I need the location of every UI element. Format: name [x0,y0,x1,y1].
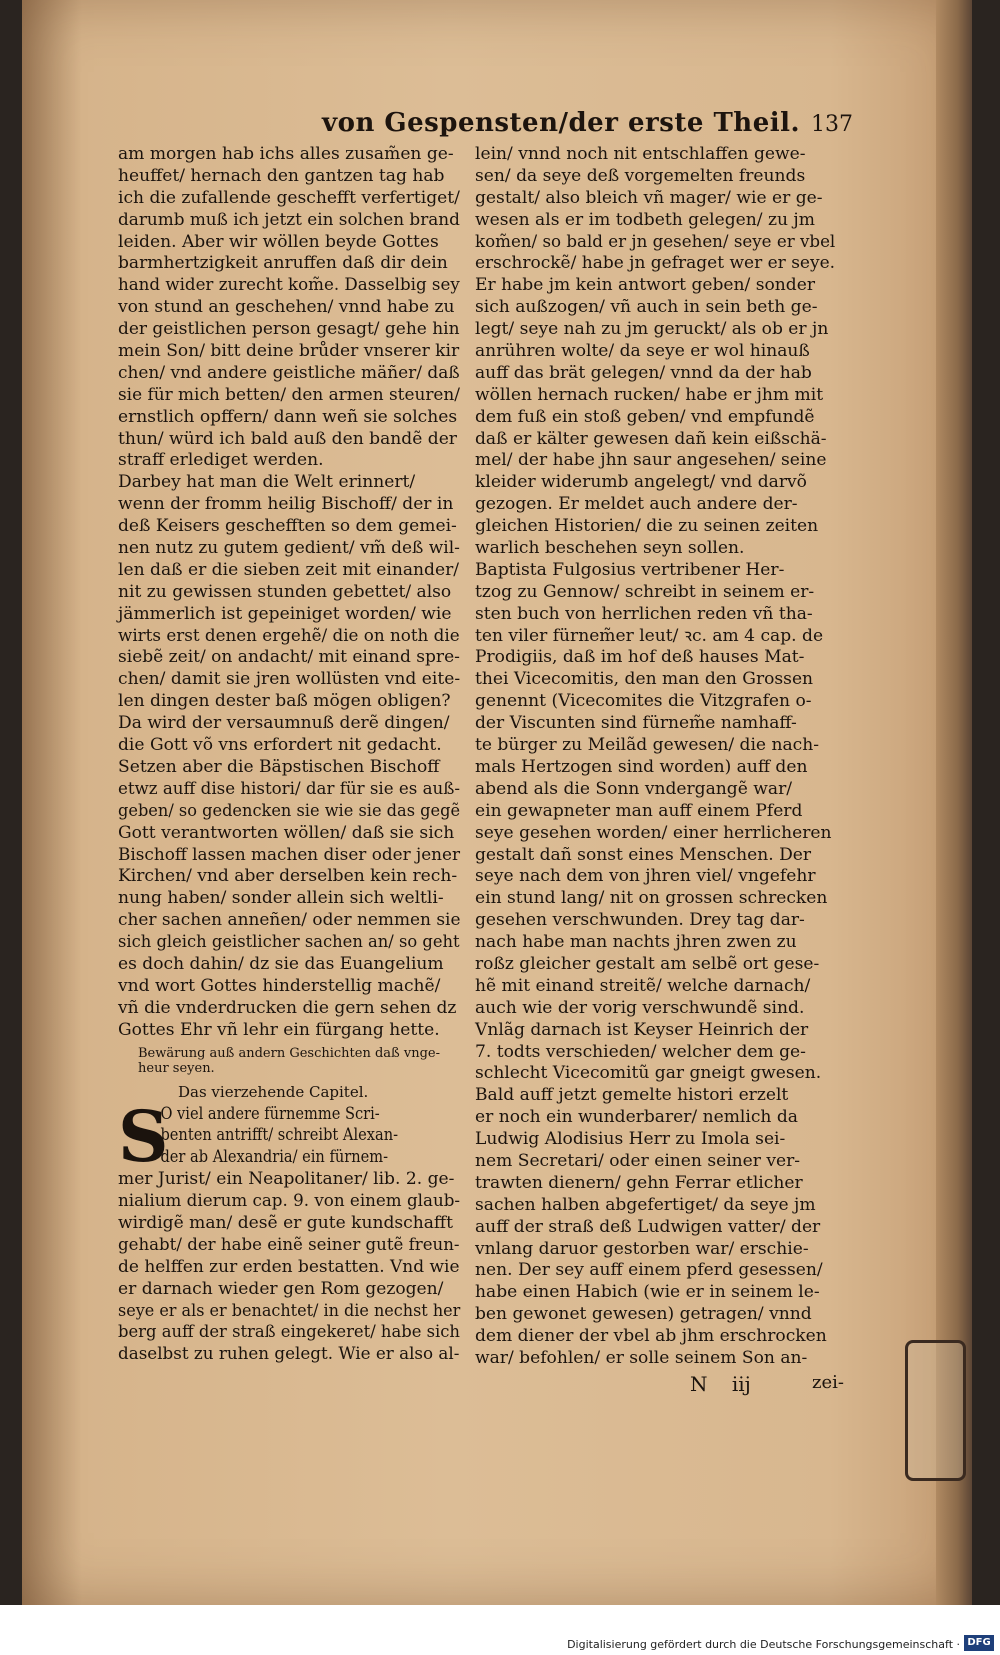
text-line: Darbey hat man die Welt erinnert/ [118,472,416,493]
text-line: etwz auff dise histori/ dar für sie es auß- [118,778,460,799]
text-line: len dingen dester baß mögen obligen? [118,691,451,712]
text-line: heuffet/ hernach den gantzen tag hab [118,165,445,186]
text-line: er noch ein wunderbarer/ nemlich da [475,1107,798,1128]
text-line: kom̃en/ so bald er jn gesehen/ seye er vbel [475,231,836,252]
text-line: thei Vicecomitis, den man den Grossen [475,669,814,690]
text-line: ein stund lang/ nit on grossen schrecken [475,888,828,909]
text-line: tzog zu Gennow/ schreibt in seinem er- [475,581,815,602]
text-line: es doch dahin/ dz sie das Euangelium [118,953,444,974]
text-line: benten antrifft/ schreibt Alexan- [160,1125,399,1146]
text-line: trawten dienern/ gehn Ferrar etlicher [475,1172,803,1193]
text-line: erschrockẽ/ habe jn gefraget wer er seye. [475,253,836,274]
text-line: kleider widerumb angelegt/ vnd darvõ [475,472,807,493]
text-line: wöllen hernach rucken/ habe er jhm mit [475,384,824,405]
text-line: vnd wort Gottes hinderstellig machẽ/ [118,975,441,996]
text-line: Gott verantworten wöllen/ daß sie sich [118,822,455,843]
text-line: die Gott võ vns erfordert nit gedacht. [118,735,442,756]
text-line: nach habe man nachts jhren zwen zu [475,932,797,953]
text-line: berg auff der straß eingekeret/ habe sich [118,1322,460,1343]
text-line: gleichen Historien/ die zu seinen zeiten [475,516,819,537]
text-line: war/ befohlen/ er solle seinem Son an- [475,1347,808,1368]
running-title: von Gespensten/der erste Theil. [322,108,801,138]
text-line: seye nach dem von jhren viel/ vngefehr [475,866,816,887]
text-line: gesehen verschwunden. Drey tag dar- [475,910,805,931]
text-line: mer Jurist/ ein Neapolitaner/ lib. 2. ge- [118,1169,455,1190]
text-line: geben/ so gedencken sie wie sie das gegẽ [118,800,461,821]
text-line: auch wie der vorig verschwundẽ sind. [475,997,805,1018]
text-line: nen. Der sey auff einem pferd gesessen/ [475,1260,823,1281]
text-line: lein/ vnnd noch nit entschlaffen gewe- [475,144,806,164]
text-line: auff das brät gelegen/ vnnd da der hab [475,362,812,383]
text-line: chen/ vnd andere geistliche mäñer/ daß [118,362,460,383]
text-line: warlich beschehen seyn sollen. [475,538,745,559]
text-line: nem Secretari/ oder einen seiner ver- [475,1150,801,1171]
text-line: mel/ der habe jhn saur angesehen/ seine [475,450,827,471]
text-line: roßz gleicher gestalt am selbẽ ort gese- [475,953,820,974]
left-text-block-2 [118,1094,462,1367]
text-line: hẽ mit einand streitẽ/ welche darnach/ [475,975,811,996]
text-line: nung haben/ sonder allein sich weltli- [118,888,444,909]
text-line: der ab Alexandria/ ein fürnem- [160,1147,389,1168]
text-line: auff der straß deß Ludwigen vatter/ der [475,1216,821,1237]
text-line: de helffen zur erden bestatten. Vnd wie [118,1256,460,1277]
chapter-heading: Das vierzehende Capitel. [178,1082,369,1101]
text-line: daß er kälter gewesen dañ kein eißschä- [475,428,827,449]
text-line: wesen als er im todbeth gelegen/ zu jm [475,209,815,230]
text-line: nit zu gewissen stunden gebettet/ also [118,581,452,602]
right-column [475,144,837,1370]
text-line: gestalt/ also bleich vñ mager/ wie er ge- [475,187,823,208]
text-line: Bischoff lassen machen diser oder jener [118,844,461,865]
text-line: seye gesehen worden/ einer herrlicheren [475,822,832,843]
text-line: Vnlãg darnach ist Keyser Heinrich der [475,1019,809,1040]
text-line: Baptista Fulgosius vertribener Her- [475,559,785,580]
text-line: len daß er die sieben zeit mit einander/ [118,559,460,580]
text-line: darumb muß ich jetzt ein solchen brand [118,209,460,230]
binding-clasp [905,1340,966,1481]
book-page [22,0,972,1605]
text-line: sen/ da seye deß vorgemelten freunds [475,165,806,186]
folio-number: 137 [811,112,853,137]
text-line: nialium dierum cap. 9. von einem glaub- [118,1191,461,1212]
text-line: te bürger zu Meilãd gewesen/ die nach- [475,735,820,756]
drop-cap: S [118,1094,169,1178]
text-line: sten buch von herrlichen reden vñ tha- [475,603,813,624]
text-line: ein gewapneter man auff einem Pferd [475,800,803,821]
text-line: hand wider zurecht kom̃e. Dasselbig sey [118,275,460,296]
text-line: vñ die vnderdrucken die gern sehen dz [118,997,457,1018]
text-line: abend als die Sonn vndergangẽ war/ [475,778,793,799]
text-line: Er habe jm kein antwort geben/ sonder [475,275,816,296]
text-line: mein Son/ bitt deine brůder vnserer kir [118,341,460,362]
text-line: O viel andere fürnemme Scri- [160,1103,380,1124]
text-line: der Viscunten sind fürnem̃e namhaff- [475,713,797,734]
text-line: gestalt dañ sonst eines Menschen. Der [475,844,812,865]
text-line: ten viler fürnem̃er leut/ ꝛc. am 4 cap. de [475,625,824,646]
text-line: sich außzogen/ vñ auch in sein beth ge- [475,297,818,318]
text-line: straff erlediget werden. [118,450,324,471]
text-line: legt/ seye nah zu jm geruckt/ als ob er jn [475,319,829,340]
text-line: Da wird der versaumnuß derẽ dingen/ [118,713,450,734]
left-text-block [118,144,462,1042]
text-line: ich die zufallende geschefft verfertiget/ [118,187,460,208]
marginal-note [118,1046,462,1076]
text-line: Setzen aber die Bäpstischen Bischoff [118,756,440,777]
text-line: Ludwig Alodisius Herr zu Imola sei- [475,1129,786,1150]
text-line: der geistlichen person gesagt/ gehe hin [118,319,460,340]
text-line: vnlang daruor gestorben war/ erschie- [475,1238,809,1259]
text-line: leiden. Aber wir wöllen beyde Gottes [118,231,439,252]
text-line: sachen halben abgefertiget/ da seye jm [475,1194,816,1215]
text-line: gehabt/ der habe einẽ seiner gutẽ freun- [118,1234,460,1255]
text-line: jämmerlich ist gepeiniget worden/ wie [118,603,452,624]
text-line: schlecht Vicecomitũ gar gneigt gwesen. [475,1063,822,1084]
text-line: wirts erst denen ergehẽ/ die on noth die [118,625,460,646]
text-line: Kirchen/ vnd aber derselben kein rech- [118,866,458,887]
text-line: sich gleich geistlicher sachen an/ so geht [118,932,460,953]
left-column [118,144,462,1366]
text-line: wirdigẽ man/ desẽ er gute kundschafft [118,1212,453,1233]
text-line: cher sachen anneñen/ oder nemmen sie [118,910,461,931]
text-line: er darnach wieder gen Rom gezogen/ [118,1278,444,1299]
text-line: Bald auff jetzt gemelte histori erzelt [475,1085,789,1106]
text-line: thun/ würd ich bald auß den bandẽ der [118,428,457,449]
text-line: mals Hertzogen sind worden) auff den [475,756,808,777]
text-line: von stund an geschehen/ vnnd habe zu [118,297,455,318]
text-line: dem fuß ein stoß geben/ vnd empfundẽ [475,406,815,427]
text-line: Gottes Ehr vñ lehr ein fürgang hette. [118,1019,440,1040]
text-line: Bewärung auß andern Geschichten daß vnge- [138,1045,440,1061]
text-line: genennt (Vicecomites die Vitzgrafen o- [475,691,812,712]
text-line: gezogen. Er meldet auch andere der- [475,494,798,515]
text-line: ernstlich opffern/ dann weñ sie solches [118,406,458,427]
text-line: 7. todts verschieden/ welcher dem ge- [475,1041,806,1062]
text-line: dem diener der vbel ab jhm erschrocken [475,1326,827,1347]
text-line: deß Keisers geschefften so dem gemei- [118,516,457,537]
footer-credit: Digitalisierung gefördert durch die Deutsche Forschungsgemeinschaft · [567,1638,960,1651]
dfg-logo: DFG [964,1635,994,1651]
text-line: nen nutz zu gutem gedient/ vm̃ deß wil- [118,538,460,559]
text-line: ben gewonet gewesen) getragen/ vnnd [475,1304,812,1325]
text-line: anrühren wolte/ da seye er wol hinauß [475,341,810,362]
text-line: chen/ damit sie jren wollüsten vnd eite- [118,669,461,690]
text-line: am morgen hab ichs alles zusam̃en ge- [118,144,454,164]
text-line: sie für mich betten/ den armen steuren/ [118,384,460,405]
text-line: seye er als er benachtet/ in die nechst her [118,1300,461,1321]
catchword: zei- [812,1372,844,1393]
text-line: habe einen Habich (wie er in seinem le- [475,1282,820,1303]
text-line: wenn der fromm heilig Bischoff/ der in [118,494,454,515]
text-line: siebẽ zeit/ on andacht/ mit einand spre- [118,647,460,668]
signature-mark: N iij [690,1372,751,1396]
text-line: daselbst zu ruhen gelegt. Wie er also al- [118,1344,460,1365]
text-line: Prodigiis, daß im hof deß hauses Mat- [475,647,805,668]
text-line: barmhertzigkeit anruffen daß dir dein [118,253,448,274]
text-line: heur seyen. [138,1060,215,1076]
